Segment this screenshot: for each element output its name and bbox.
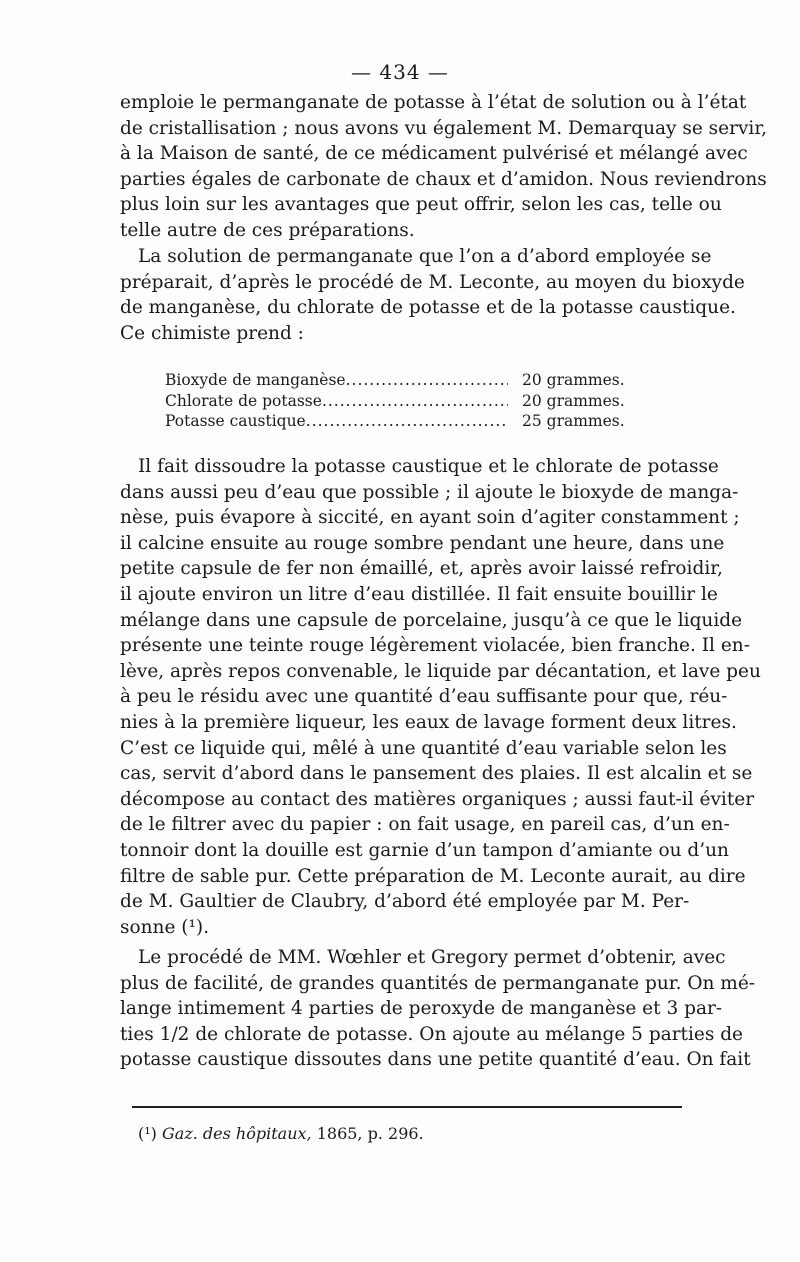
- recipe-ingredient: Potasse caustique: [165, 412, 306, 430]
- footnote-details: 1865, p. 296.: [316, 1124, 424, 1143]
- recipe-quantity: 20 grammes.: [522, 371, 625, 389]
- text-line: telle autre de ces préparations.: [120, 219, 415, 241]
- text-line: présente une teinte rouge légèrement violacée, bien franche. Il en-: [120, 635, 750, 657]
- recipe-quantity: 20 grammes.: [522, 391, 625, 410]
- text-line: sonne (¹).: [120, 916, 210, 938]
- paragraph-4: [120, 945, 756, 1073]
- text-line: il ajoute environ un litre d’eau distillée. Il fait ensuite bouillir le: [120, 583, 718, 605]
- text-line: il calcine ensuite au rouge sombre pendant une heure, dans une: [120, 532, 725, 554]
- leader-dots: [322, 391, 508, 412]
- text-line: tonnoir dont la douille est garnie d’un tampon d’amiante ou d’un: [120, 839, 729, 861]
- text-line: petite capsule de fer non émaillé, et, après avoir laissé refroidir,: [120, 558, 723, 580]
- footnote: [138, 1124, 424, 1143]
- text-line: La solution de permanganate que l’on a d’abord employée se: [138, 246, 712, 267]
- text-line: Ce chimiste prend :: [120, 322, 304, 344]
- text-line: plus loin sur les avantages que peut offrir, selon les cas, telle ou: [120, 194, 722, 216]
- text-line: Il fait dissoudre la potasse caustique et le chlorate de potasse: [138, 456, 719, 477]
- paragraph-2: [120, 244, 745, 346]
- paragraph-1: [120, 90, 768, 244]
- recipe-quantity: 25 grammes.: [522, 412, 625, 430]
- text-line: décompose au contact des matières organiques ; aussi faut-il éviter: [120, 788, 755, 810]
- text-line: de M. Gaultier de Claubry, d’abord été employée par M. Per-: [120, 891, 690, 913]
- recipe-item: [165, 370, 630, 391]
- footnote-divider: [132, 1106, 682, 1108]
- text-line: lève, après repos convenable, le liquide par décantation, et lave peu: [120, 660, 761, 682]
- text-line: nèse, puis évapore à siccité, en ayant soin d’agiter constamment ;: [120, 507, 740, 529]
- text-line: C’est ce liquide qui, mêlé à une quantité d’eau variable selon les: [120, 737, 727, 759]
- footnote-source: Gaz. des hôpitaux,: [162, 1124, 312, 1143]
- recipe-item: [165, 391, 630, 412]
- text-line: ties 1/2 de chlorate de potasse. On ajoute au mélange 5 parties de: [120, 1023, 744, 1045]
- footnote-marker: (¹): [138, 1124, 157, 1143]
- text-line: à peu le résidu avec une quantité d’eau suffisante pour que, réu-: [120, 686, 728, 708]
- page-number: — 434 —: [351, 60, 449, 84]
- text-line: nies à la première liqueur, les eaux de lavage forment deux litres.: [120, 711, 737, 733]
- text-line: à la Maison de santé, de ce médicament pulvérisé et mélangé avec: [120, 143, 748, 165]
- text-line: préparait, d’après le procédé de M. Leconte, au moyen du bioxyde: [120, 271, 745, 293]
- text-line: de manganèse, du chlorate de potasse et de la potasse caustique.: [120, 297, 736, 319]
- text-line: de cristallisation ; nous avons vu également M. Demarquay se servir,: [120, 117, 768, 139]
- recipe-list: [165, 370, 630, 432]
- recipe-ingredient: Chlorate de potasse: [165, 391, 322, 410]
- leader-dots: [306, 411, 508, 432]
- recipe-ingredient: Bioxyde de manganèse: [165, 371, 346, 389]
- recipe-item: [165, 411, 630, 432]
- text-line: plus de facilité, de grandes quantités de permanganate pur. On mé-: [120, 972, 756, 994]
- text-line: emploie le permanganate de potasse à l’état de solution ou à l’état: [120, 92, 747, 113]
- text-line: de le filtrer avec du papier : on fait usage, en pareil cas, d’un en-: [120, 814, 730, 836]
- text-line: lange intimement 4 parties de peroxyde de manganèse et 3 par-: [120, 998, 723, 1020]
- text-line: dans aussi peu d’eau que possible ; il ajoute le bioxyde de manga-: [120, 481, 739, 503]
- text-line: mélange dans une capsule de porcelaine, jusqu’à ce que le liquide: [120, 609, 743, 631]
- text-line: Le procédé de MM. Wœhler et Gregory permet d’obtenir, avec: [138, 947, 726, 968]
- text-line: cas, servit d’abord dans le pansement des plaies. Il est alcalin et se: [120, 763, 753, 785]
- paragraph-3: [120, 454, 761, 940]
- text-line: potasse caustique dissoutes dans une petite quantité d’eau. On fait: [120, 1049, 751, 1071]
- leader-dots: [346, 370, 508, 391]
- text-line: parties égales de carbonate de chaux et d’amidon. Nous reviendrons: [120, 168, 767, 190]
- text-line: filtre de sable pur. Cette préparation de M. Leconte aurait, au dire: [120, 865, 746, 887]
